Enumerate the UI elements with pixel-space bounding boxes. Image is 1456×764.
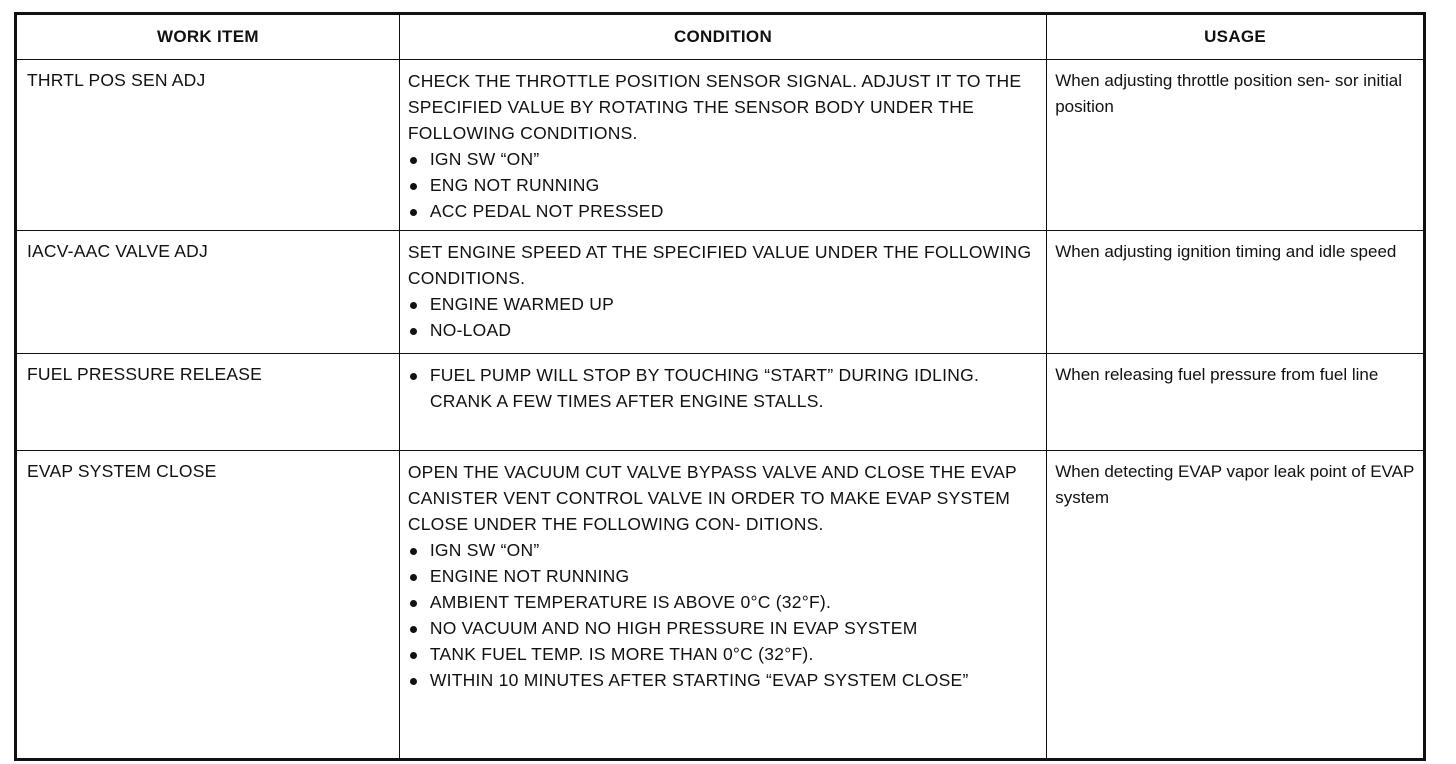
list-item [408, 198, 1038, 224]
list-item [408, 589, 1038, 615]
list-item-text: FUEL PUMP WILL STOP BY TOUCHING “START” DURING IDLING. [429, 365, 980, 385]
list-item [408, 667, 1038, 693]
list-item [408, 563, 1038, 589]
bullet-icon [410, 157, 417, 164]
work-item-cell: EVAP SYSTEM CLOSE [16, 451, 400, 760]
header-condition: CONDITION [399, 14, 1046, 60]
usage-cell: When releasing fuel pressure from fuel line [1047, 354, 1425, 451]
header-usage: USAGE [1047, 14, 1425, 60]
bullet-icon [410, 183, 417, 190]
table-row [16, 60, 1425, 231]
condition-list [408, 146, 1038, 224]
list-item [408, 362, 1038, 388]
bullet-icon [410, 600, 417, 607]
bullet-icon [410, 678, 417, 685]
list-item [408, 146, 1038, 172]
bullet-icon [410, 209, 417, 216]
condition-list [408, 537, 1038, 693]
header-work-item: WORK ITEM [16, 14, 400, 60]
condition-cell [399, 354, 1046, 451]
condition-text: SET ENGINE SPEED AT THE SPECIFIED VALUE UNDER THE FOLLOWING CONDITIONS. [407, 242, 1032, 288]
bullet-icon [410, 652, 417, 659]
list-item-text: TANK FUEL TEMP. IS MORE THAN 0°C (32°F). [429, 644, 814, 664]
condition-cell [399, 231, 1046, 354]
list-item-text: ENGINE NOT RUNNING [429, 566, 630, 586]
list-item [408, 641, 1038, 667]
work-item-cell: THRTL POS SEN ADJ [16, 60, 400, 231]
list-item-text: ENG NOT RUNNING [429, 175, 600, 195]
list-item-text: ENGINE WARMED UP [429, 294, 615, 314]
bullet-icon [410, 328, 417, 335]
list-item [408, 537, 1038, 563]
usage-cell: When adjusting throttle position sen- sor initial position [1047, 60, 1425, 231]
usage-cell: When detecting EVAP vapor leak point of EVAP system [1047, 451, 1425, 760]
work-support-table [14, 12, 1426, 761]
table-row [16, 451, 1425, 760]
condition-list [408, 291, 1038, 343]
list-item [408, 317, 1038, 343]
work-item-cell: IACV-AAC VALVE ADJ [16, 231, 400, 354]
condition-list [408, 362, 1038, 388]
list-item-text: IGN SW “ON” [429, 149, 540, 169]
list-item-text: WITHIN 10 MINUTES AFTER STARTING “EVAP SYSTEM CLOSE” [429, 670, 969, 690]
table-row [16, 354, 1425, 451]
header-row [16, 14, 1425, 60]
bullet-icon [410, 626, 417, 633]
list-item [408, 615, 1038, 641]
list-item-text: IGN SW “ON” [429, 540, 540, 560]
work-item-cell: FUEL PRESSURE RELEASE [16, 354, 400, 451]
list-item [408, 291, 1038, 317]
usage-cell: When adjusting ignition timing and idle speed [1047, 231, 1425, 354]
condition-cell [399, 451, 1046, 760]
condition-cell [399, 60, 1046, 231]
list-item-text: NO-LOAD [429, 320, 512, 340]
list-item-text: NO VACUUM AND NO HIGH PRESSURE IN EVAP SYSTEM [429, 618, 918, 638]
table-row [16, 231, 1425, 354]
list-item-text: AMBIENT TEMPERATURE IS ABOVE 0°C (32°F). [429, 592, 832, 612]
bullet-icon [410, 302, 417, 309]
bullet-icon [410, 373, 417, 380]
list-item [408, 172, 1038, 198]
condition-text: OPEN THE VACUUM CUT VALVE BYPASS VALVE AND CLOSE THE EVAP CANISTER VENT CONTROL VALVE IN ORDER TO MAKE EVAP SYSTEM CLOSE UNDER THE FOLLOWING CON- DITIONS. [407, 462, 1017, 534]
condition-text: CHECK THE THROTTLE POSITION SENSOR SIGNAL. ADJUST IT TO THE SPECIFIED VALUE BY ROTATING THE SENSOR BODY UNDER THE FOLLOWING CONDITIONS. [407, 71, 1022, 143]
list-item-text: ACC PEDAL NOT PRESSED [429, 201, 664, 221]
condition-continuation: CRANK A FEW TIMES AFTER ENGINE STALLS. [429, 391, 824, 411]
bullet-icon [410, 548, 417, 555]
bullet-icon [410, 574, 417, 581]
